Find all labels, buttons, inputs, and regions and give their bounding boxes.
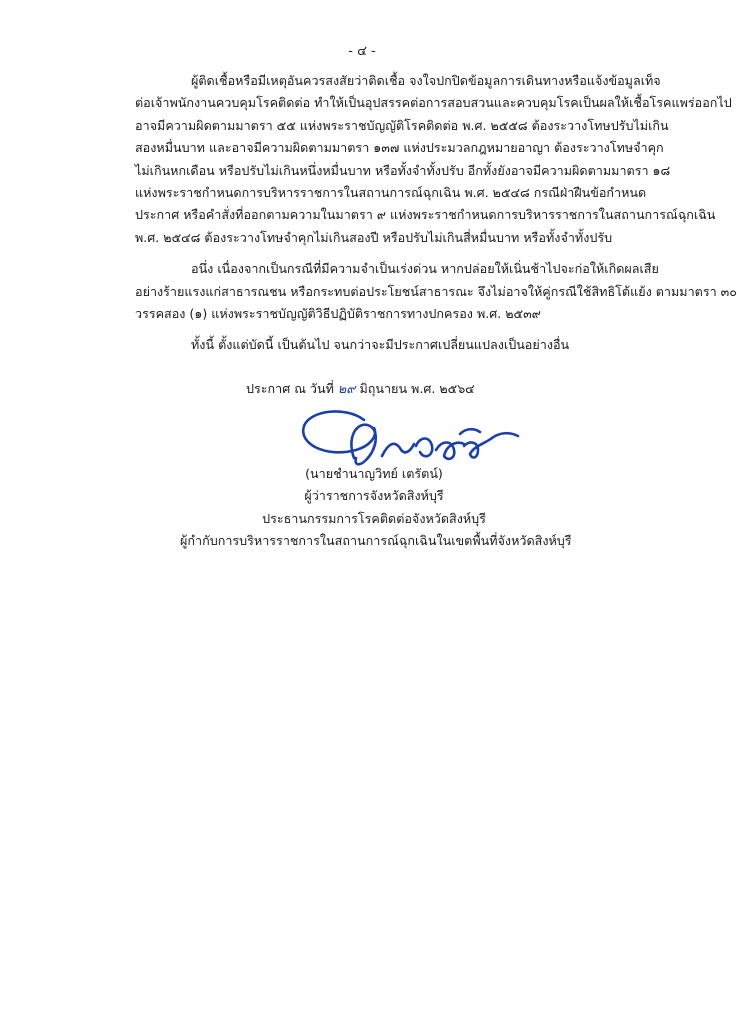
handwritten-day: ๒๙ xyxy=(337,381,356,396)
text-line: แห่งพระราชกำหนดการบริหารราชการในสถานการณ์ฉุกเฉิน พ.ศ. ๒๕๔๘ กรณีฝ่าฝืนข้อกำหนด xyxy=(135,185,647,201)
paragraph-effective xyxy=(135,334,638,356)
signer-name: (นายชำนาญวิทย์ เตรัตน์) xyxy=(305,466,443,481)
text-line: พ.ศ. ๒๕๔๘ ต้องระวางโทษจำคุกไม่เกินสองปี หรือปรับไม่เกินสี่หมื่นบาท หรือทั้งจำทั้งปรับ xyxy=(135,229,613,245)
signer-position: ผู้กำกับการบริหารราชการในสถานการณ์ฉุกเฉินในเขตพื้นที่จังหวัดสิงห์บุรี xyxy=(180,533,572,549)
paragraph-urgency xyxy=(135,258,737,325)
text-line: วรรคสอง (๑) แห่งพระราชบัญญัติวิธีปฏิบัติราชการทางปกครอง พ.ศ. ๒๕๓๙ xyxy=(135,306,541,322)
signer-block xyxy=(180,463,572,553)
text-line: ผู้ติดเชื้อหรือมีเหตุอันควรสงสัยว่าติดเชื้อ จงใจปกปิดข้อมูลการเดินทางหรือแจ้งข้อมูลเท็จ xyxy=(191,73,661,88)
effective-line: ทั้งนี้ ตั้งแต่บัดนี้ เป็นต้นไป จนกว่าจะมีประกาศเปลี่ยนแปลงเป็นอย่างอื่น xyxy=(191,337,570,353)
page-number: - ๔ - xyxy=(348,44,376,59)
text-line: สองหมื่นบาท และอาจมีความผิดตามมาตรา ๑๓๗ แห่งประมวลกฎหมายอาญา ต้องระวางโทษจำคุก xyxy=(135,140,664,156)
announcement-date xyxy=(246,379,475,399)
document-body xyxy=(135,70,737,357)
text-line: ไม่เกินหกเดือน หรือปรับไม่เกินหนึ่งหมื่นบาท หรือทั้งจำทั้งปรับ อีกทั้งยังอาจมีความผิดตามมาตรา ๑๘ xyxy=(135,162,671,178)
text-line: ต่อเจ้าพนักงานควบคุมโรคติดต่อ ทำให้เป็นอุปสรรคต่อการสอบสวนและควบคุมโรคเป็นผลให้เชื้อโรคแพร่ออกไป xyxy=(135,95,732,111)
signer-position: ผู้ว่าราชการจังหวัดสิงห์บุรี xyxy=(304,488,444,504)
date-suffix: มิถุนายน พ.ศ. ๒๕๖๔ xyxy=(359,381,475,396)
signer-position: ประธานกรรมการโรคติดต่อจังหวัดสิงห์บุรี xyxy=(262,510,486,526)
date-prefix: ประกาศ ณ วันที่ xyxy=(246,381,334,396)
text-line: อาจมีความผิดตามมาตรา ๕๕ แห่งพระราชบัญญัติโรคติดต่อ พ.ศ. ๒๕๕๘ ต้องระวางโทษปรับไม่เกิน xyxy=(135,117,669,133)
paragraph-penalties xyxy=(135,70,732,249)
text-line: อย่างร้ายแรงแก่สาธารณชน หรือกระทบต่อประโยชน์สาธารณะ จึงไม่อาจให้คู่กรณีใช้สิทธิโต้แย้ง ตามมาตรา ๓๐ xyxy=(135,283,737,299)
text-line: อนึ่ง เนื่องจากเป็นกรณีที่มีความจำเป็นเร่งด่วน หากปล่อยให้เนิ่นช้าไปจะก่อให้เกิดผลเสีย xyxy=(191,261,659,277)
text-line: ประกาศ หรือคำสั่งที่ออกตามความในมาตรา ๙ แห่งพระราชกำหนดการบริหารราชการในสถานการณ์ฉุกเฉิน xyxy=(135,207,716,223)
